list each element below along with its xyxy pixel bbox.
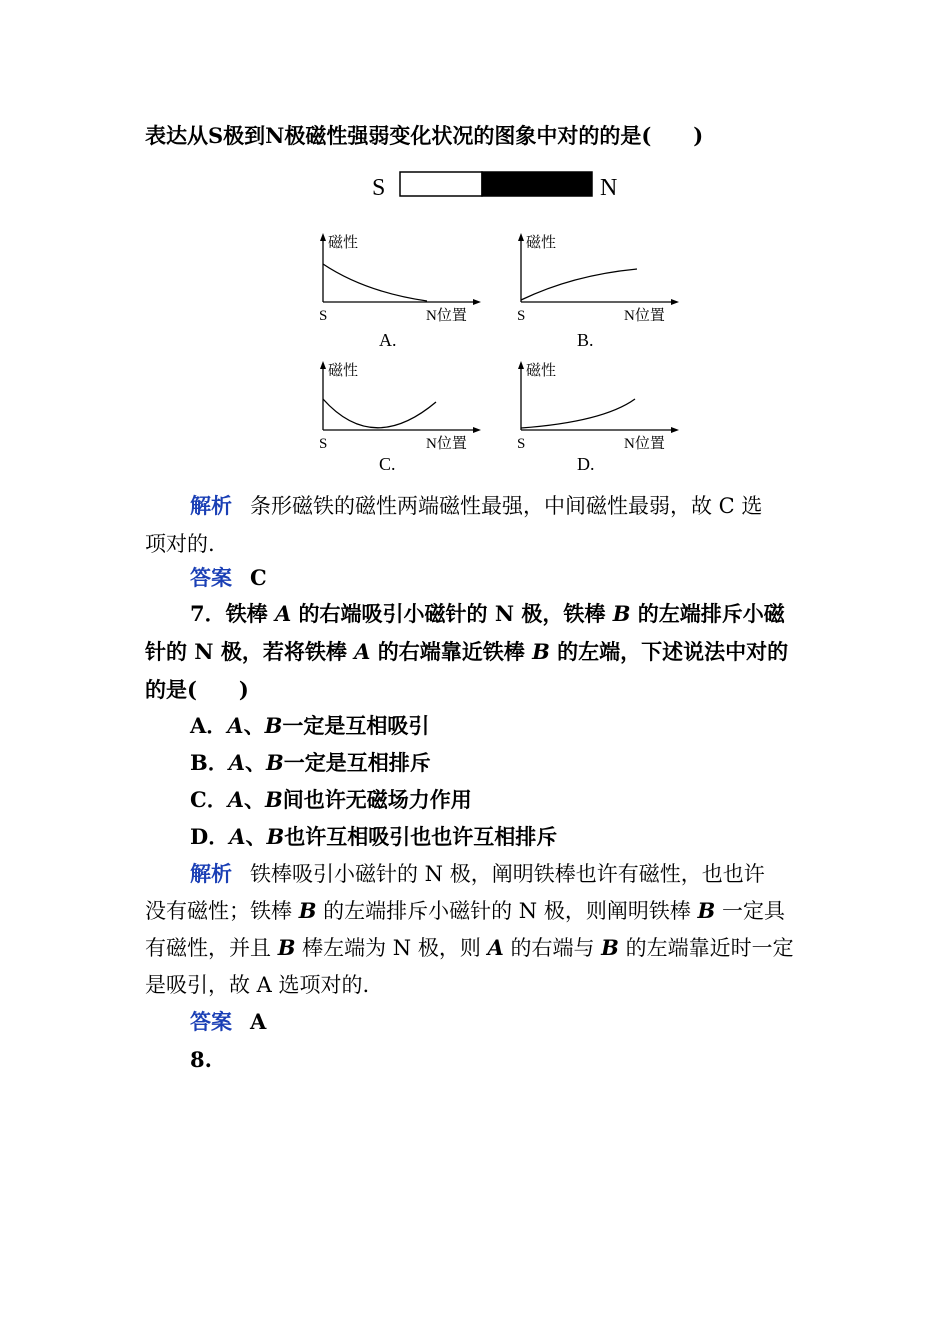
q6-answer-line: [190, 564, 267, 592]
q6-answer-value: C: [250, 565, 267, 590]
q7-text: 针的 N 极，若将铁棒: [145, 639, 355, 664]
q7-stem-line3: 的是( ): [145, 677, 249, 702]
option-text: 一定是互相吸引: [282, 713, 430, 738]
q6-stem: 表达从S极到N极磁性强弱变化状况的图象中对的的是( ): [145, 123, 704, 148]
graph-c-x1: N位置: [426, 436, 467, 452]
magnet-black-half: [482, 172, 592, 196]
option-letter: D．: [190, 824, 230, 849]
q7-option-d: [190, 823, 557, 851]
separator: 、: [243, 713, 265, 738]
q7-option-c: [190, 786, 472, 814]
q7-text: 的左端排斥小磁: [630, 601, 785, 626]
q7-text: 的右端靠近铁棒: [370, 639, 533, 664]
q7-analysis-text: 棒左端为 N 极，则: [295, 936, 488, 960]
q7-option-a: [190, 712, 429, 740]
bar-magnet-figure: [360, 168, 640, 204]
var-b: B: [697, 898, 716, 923]
curve-b: [521, 269, 637, 300]
magnet-white-half: [400, 172, 482, 196]
curve-c: [323, 399, 436, 428]
graph-d: [503, 358, 688, 483]
graph-d-x0: S: [517, 436, 526, 452]
var-b: B: [264, 713, 283, 738]
q7-answer-value: A: [250, 1009, 267, 1034]
graph-a-x0: S: [319, 308, 328, 324]
graph-c-ylabel: 磁性: [328, 363, 359, 379]
graph-c-option: C.: [379, 454, 396, 474]
graph-c: [305, 358, 490, 483]
curve-a: [323, 264, 427, 301]
var-a: A: [228, 750, 246, 775]
var-a: A: [274, 601, 292, 626]
var-a: A: [487, 935, 504, 960]
option-text: 间也许无磁场力作用: [282, 787, 472, 812]
option-letter: C．: [190, 787, 228, 812]
q7-analysis-text: 的左端排斥小磁针的 N 极，则阐明铁棒: [316, 899, 698, 923]
var-b: B: [612, 601, 631, 626]
q7-analysis-label: 解析: [190, 861, 232, 886]
q7-stem-line2: [145, 638, 788, 666]
q6-analysis-label: 解析: [190, 493, 232, 518]
option-text: 一定是互相排斥: [283, 750, 431, 775]
var-b: B: [532, 639, 550, 664]
graph-b-option: B.: [577, 330, 594, 350]
var-a: A: [354, 639, 371, 664]
graph-a-option: A.: [379, 330, 397, 350]
graph-b-ylabel: 磁性: [526, 235, 557, 251]
q7-option-b: [190, 749, 431, 777]
graph-a: [305, 230, 490, 355]
var-b: B: [266, 750, 284, 775]
graph-a-x1: N位置: [426, 308, 467, 324]
q6-analysis-line1: [190, 492, 762, 520]
q7-analysis-text: 的右端与: [503, 936, 602, 960]
magnet-n-label: N: [600, 175, 618, 201]
q7-analysis-text: 的左端靠近时一定: [618, 936, 794, 960]
q7-analysis-text: 铁棒吸引小磁针的 N 极，阐明铁棒也许有磁性，也也许: [250, 862, 765, 886]
q7-answer-label: 答案: [190, 1009, 232, 1034]
graph-d-option: D.: [577, 454, 595, 474]
var-b: B: [298, 898, 317, 923]
q7-analysis-line4: 是吸引，故 A 选项对的.: [145, 973, 370, 997]
q7-stem-line1: [190, 600, 785, 628]
var-a: A: [227, 787, 245, 812]
var-b: B: [265, 787, 283, 812]
graph-a-ylabel: 磁性: [328, 235, 359, 251]
curve-d: [521, 399, 635, 428]
q7-text: 的右端吸引小磁针的 N 极，铁棒: [291, 601, 613, 626]
separator: 、: [244, 787, 266, 812]
separator: 、: [245, 750, 267, 775]
q7-analysis-text: 一定具: [715, 899, 785, 923]
q6-analysis-line2: 项对的.: [145, 532, 215, 556]
graph-b-x1: N位置: [624, 308, 665, 324]
option-letter: B．: [190, 750, 229, 775]
graph-b-x0: S: [517, 308, 526, 324]
graph-b: [503, 230, 688, 355]
q7-answer-line: [190, 1008, 266, 1036]
q7-analysis-text: 有磁性，并且: [145, 936, 278, 960]
var-b: B: [266, 824, 285, 849]
var-a: A: [227, 713, 244, 738]
graph-d-ylabel: 磁性: [526, 363, 557, 379]
q7-text: 7．铁棒: [190, 601, 275, 626]
q6-analysis-text1: 条形磁铁的磁性两端磁性最强，中间磁性最弱，故 C 选: [250, 494, 763, 518]
q8-number: 8.: [190, 1047, 212, 1072]
graph-d-x1: N位置: [624, 436, 665, 452]
separator: 、: [245, 824, 267, 849]
var-b: B: [601, 935, 619, 960]
option-text: 也许互相吸引也也许互相排斥: [284, 824, 558, 849]
q7-analysis-text: 没有磁性；铁棒: [145, 899, 299, 923]
q7-analysis-line2: [145, 897, 785, 925]
option-letter: A．: [190, 713, 228, 738]
q7-text: 的左端，下述说法中对的: [549, 639, 789, 664]
graph-c-x0: S: [319, 436, 328, 452]
q7-analysis-line3: [145, 934, 794, 962]
var-b: B: [277, 935, 296, 960]
var-a: A: [229, 824, 246, 849]
magnet-s-label: S: [372, 175, 386, 201]
q6-answer-label: 答案: [190, 565, 232, 590]
q7-analysis-line1: [190, 860, 765, 888]
